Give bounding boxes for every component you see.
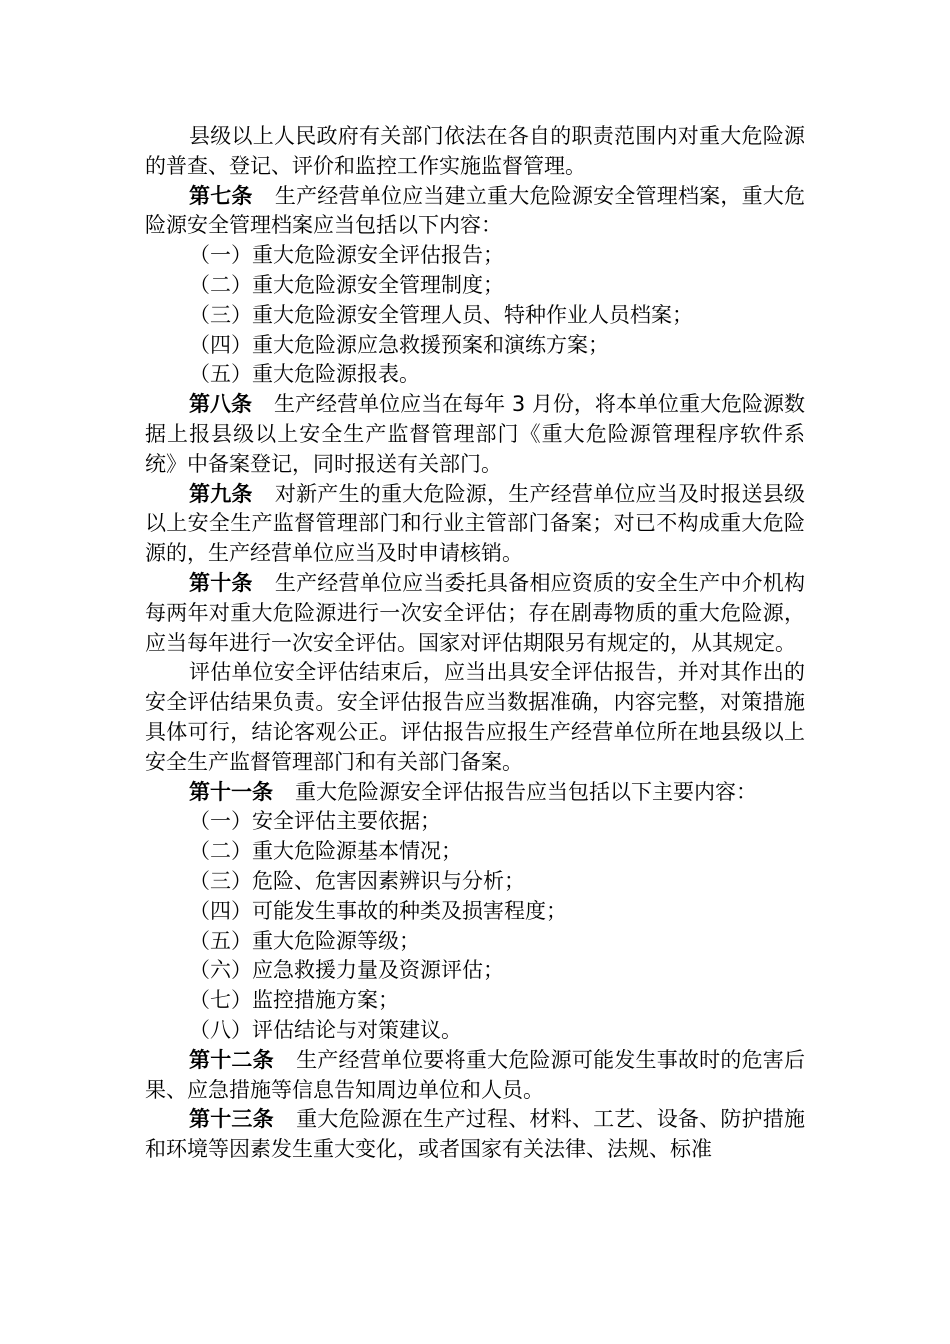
paragraph-article-12 <box>145 1046 805 1106</box>
article-9-text: 对新产生的重大危险源，生产经营单位应当及时报送县级以上安全生产监督管理部门和行业主管部门备案；对已不构成重大危险源的，生产经营单位应当及时申请核销。 <box>145 481 806 566</box>
article-7-text: 生产经营单位应当建立重大危险源安全管理档案，重大危险源安全管理档案应当包括以下内容： <box>145 183 806 238</box>
paragraph-article-7 <box>145 182 805 242</box>
list-item: （六）应急救援力量及资源评估； <box>189 958 504 983</box>
document-page <box>145 122 805 1165</box>
list-item: （一）重大危险源安全评估报告； <box>189 243 504 268</box>
paragraph-article-10 <box>145 569 805 658</box>
list-item: （五）重大危险源等级； <box>189 928 420 953</box>
article-8-text: 生产经营单位应当在每年 3 月份，将本单位重大危险源数据上报县级以上安全生产监督管理部门《重大危险源管理程序软件系统》中备案登记，同时报送有关部门。 <box>145 392 805 476</box>
list-item: （四）可能发生事故的种类及损害程度； <box>189 898 567 923</box>
list-item: （四）重大危险源应急救援预案和演练方案； <box>189 332 609 357</box>
paragraph-article-6-tail: 县级以上人民政府有关部门依法在各自的职责范围内对重大危险源的普查、登记、评价和监控工作实施监督管理。 <box>145 124 805 178</box>
list-item: （一）安全评估主要依据； <box>189 809 441 834</box>
list-item: （八）评估结论与对策建议。 <box>189 1017 462 1042</box>
list-item: （七）监控措施方案； <box>189 988 399 1013</box>
article-12-title: 第十二条 <box>189 1047 274 1072</box>
paragraph-article-10-second: 评估单位安全评估结束后，应当出具安全评估报告，并对其作出的安全评估结果负责。安全评估报告应当数据准确，内容完整，对策措施具体可行，结论客观公正。评估报告应报生产经营单位所在地县级以上安全生产监督管理部门和有关部门备案。 <box>145 660 805 774</box>
article-11-title: 第十一条 <box>189 779 273 804</box>
list-item: （二）重大危险源基本情况； <box>189 839 462 864</box>
paragraph-article-13 <box>145 1105 805 1165</box>
paragraph-article-11 <box>145 778 805 808</box>
article-12-text: 生产经营单位要将重大危险源可能发生事故时的危害后果、应急措施等信息告知周边单位和人员。 <box>145 1047 806 1102</box>
article-10-text: 生产经营单位应当委托具备相应资质的安全生产中介机构每两年对重大危险源进行一次安全评估；存在剧毒物质的重大危险源，应当每年进行一次安全评估。国家对评估期限另有规定的，从其规定。 <box>145 570 806 655</box>
list-item: （三）危险、危害因素辨识与分析； <box>189 868 525 893</box>
article-10-title: 第十条 <box>189 570 253 595</box>
article-11-text: 重大危险源安全评估报告应当包括以下主要内容： <box>295 779 757 804</box>
article-7-title: 第七条 <box>189 183 253 208</box>
list-item: （二）重大危险源安全管理制度； <box>189 272 504 297</box>
article-13-text: 重大危险源在生产过程、材料、工艺、设备、防护措施和环境等因素发生重大变化，或者国家有关法律、法规、标准 <box>145 1107 806 1162</box>
article-9-title: 第九条 <box>189 481 253 506</box>
article-8-title: 第八条 <box>189 392 253 417</box>
paragraph-article-8 <box>145 390 805 479</box>
article-13-title: 第十三条 <box>189 1107 274 1132</box>
list-item: （三）重大危险源安全管理人员、特种作业人员档案； <box>189 302 693 327</box>
list-item: （五）重大危险源报表。 <box>189 362 420 387</box>
paragraph-article-9 <box>145 480 805 569</box>
